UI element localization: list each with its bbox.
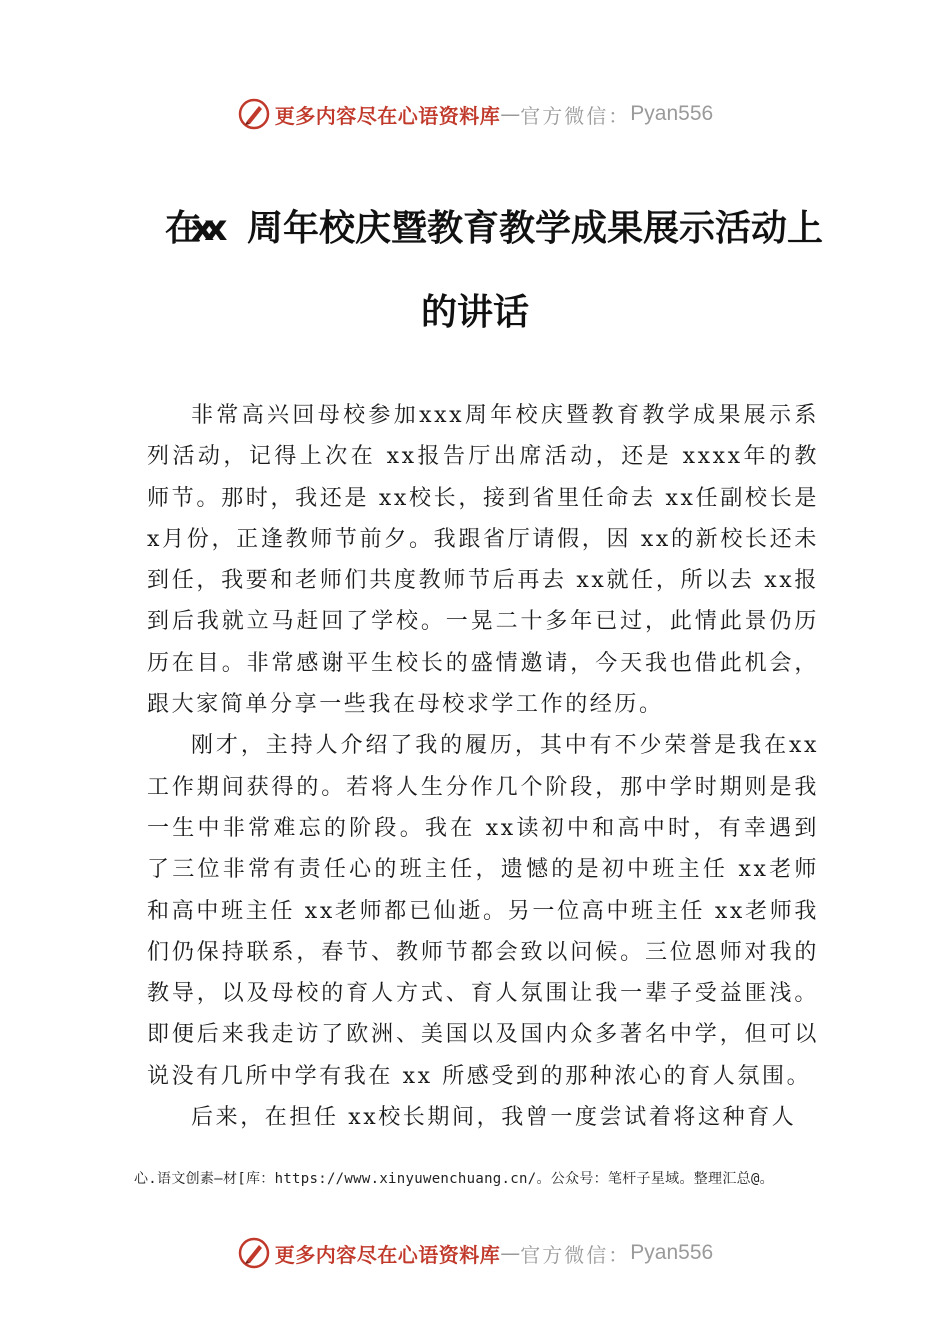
paragraph: 非常高兴回母校参加xxx周年校庆暨教育教学成果展示系列活动，记得上次在 xx报告厅出席活动，还是 xxxx年的教师节。那时，我还是 xx校长，接到省里任命去 xx任副校长是x月份，正逢教师节前夕。我跟省厅请假，因 xx的新校长还未到任，我要和老师们共度教师节后再去 xx就任，所以去 xx报到后我就立马赶回了学校。一晃二十多年已过，此情此景仍历历在目。非常感谢平生校长的盛情邀请，今天我也借此机会，跟大家简单分享一些我在母校求学工作的经历。 <box>147 403 819 718</box>
paragraph: 刚才，主持人介绍了我的履历，其中有不少荣誉是我在xx工作期间获得的。若将人生分作几个阶段，那中学时期则是我一生中非常难忘的阶段。我在 xx读初中和高中时，有幸遇到了三位非常有责任心的班主任，遗憾的是初中班主任 xx老师和高中班主任 xx老师都已仙逝。另一位高中班主任 xx老师我们仍保持联系，春节、教师节都会致以问候。三位恩师对我的教导，以及母校的育人方式、育人氛围让我一辈子受益匪浅。即便后来我走访了欧洲、美国以及国内众多著名中学，但可以说没有几所中学有我在 xx 所感受到的那种浓心的育人氛围。 <box>147 733 819 1089</box>
header-banner <box>0 94 950 134</box>
pen-logo-icon <box>237 97 271 131</box>
speech-body <box>147 395 819 1138</box>
title-line-1 <box>165 200 823 251</box>
banner-wechat-label: 官方微信： <box>520 1242 631 1267</box>
banner-wechat-id: Pyan556 <box>630 102 714 125</box>
title-prefix: 在xx <box>165 208 218 249</box>
banner-brand: 更多内容尽在心语资料库 <box>274 103 501 128</box>
paragraph: 后来，在担任 xx校长期间，我曾一度尝试着将这种育人 <box>191 1105 797 1131</box>
pen-logo-icon <box>237 1236 271 1270</box>
title-line-2: 的讲话 <box>420 292 529 333</box>
source-note: 心.语文创素—材[库：https://www.xinyuwenchuang.cn/。公众号：笔杆子星域。整理汇总@。 <box>134 1171 774 1187</box>
banner-separator: — <box>500 102 521 126</box>
banner-brand: 更多内容尽在心语资料库 <box>274 1242 501 1267</box>
footer-banner <box>0 1233 950 1273</box>
banner-separator: — <box>500 1241 521 1265</box>
banner-wechat-label: 官方微信： <box>520 103 631 128</box>
banner-wechat-id: Pyan556 <box>630 1241 714 1264</box>
title-main: 周年校庆暨教育教学成果展示活动上 <box>247 208 824 249</box>
